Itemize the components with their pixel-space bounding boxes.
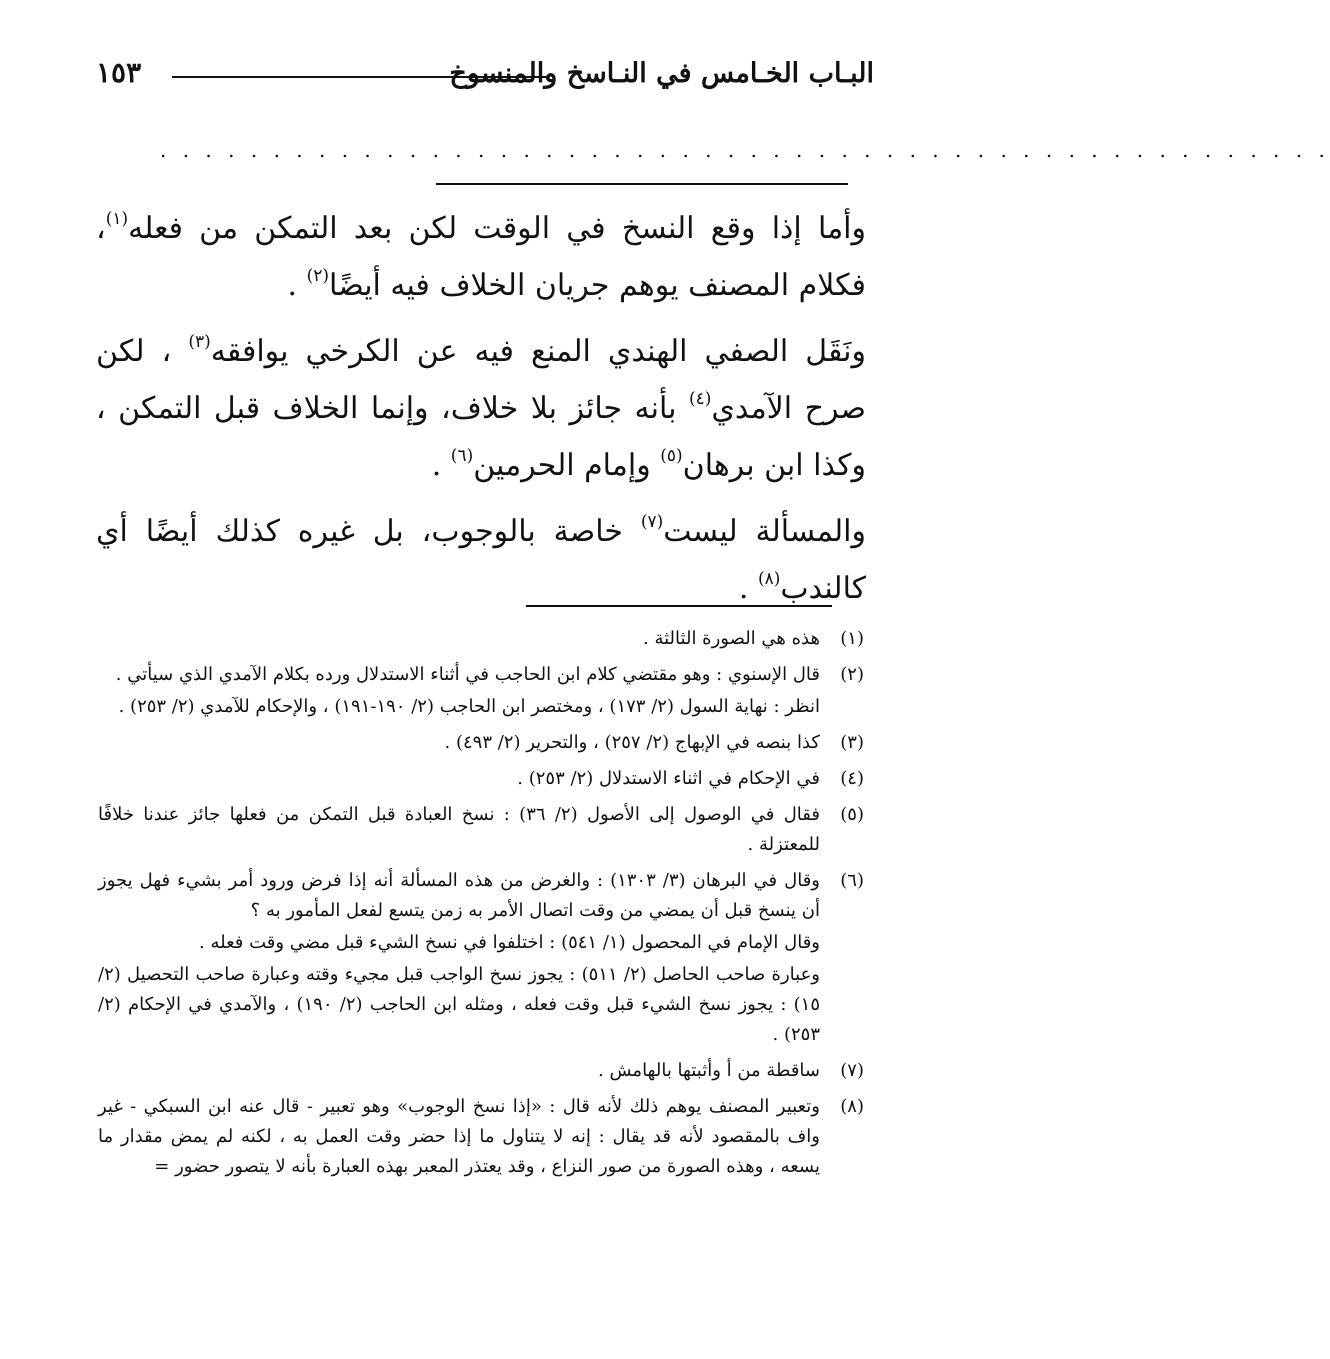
footnote-ref: (٣) (188, 332, 211, 352)
text-run: . (738, 571, 758, 606)
footnote-ref: (٤) (688, 389, 712, 409)
footnote-body (98, 1056, 820, 1088)
text-run: والمسألة ليست (663, 514, 866, 549)
footnote-6 (98, 866, 864, 1052)
footnote-body (98, 660, 820, 724)
footnote-separator (526, 605, 832, 607)
footnote-line: كذا بنصه في الإبهاج (٢/ ٢٥٧) ، والتحرير (٢/ ٤٩٣) . (444, 732, 820, 753)
ellipsis-dots: . . . . . . . . . . . . . . . . . . . . . . . . . . . . . . . . . . . . . . . . . . . . . . . . . . . . (160, 138, 1330, 162)
footnote-body (98, 866, 820, 1052)
footnote-line: قال الإسنوي : وهو مقتضي كلام ابن الحاجب في أثناء الاستدلال ورده بكلام الآمدي الذي سيأتي . (115, 664, 820, 685)
footnote-number: (٤) (840, 768, 864, 789)
footnote-number: (٧) (840, 1060, 864, 1081)
text-run: وإمام الحرمين (473, 448, 661, 483)
section-rule (436, 183, 848, 185)
text-run: ، لكن صرح الآمدي (96, 334, 866, 426)
footnote-body (98, 728, 820, 760)
footnote-number: (٢) (840, 664, 864, 685)
footnote-2 (98, 660, 864, 724)
footnote-4 (98, 764, 864, 796)
footnote-number: (٣) (840, 732, 864, 753)
footnote-number: (١) (840, 628, 864, 649)
header-rule (172, 76, 548, 78)
footnote-5 (98, 800, 864, 862)
footnote-line: وقال في البرهان (٣/ ١٣٠٣) : والغرض من هذه المسألة أنه إذا فرض ورود أمر بشيء فهل يجوز أن ينسخ قبل أن يمضي من وقت اتصال الأمر به زمن يتسع لفعل المأمور به ؟ (98, 870, 820, 921)
text-run: . (431, 448, 451, 483)
footnote-ref: (٢) (306, 266, 330, 286)
footnote-ref: (١) (105, 209, 129, 229)
footnotes (98, 624, 864, 1188)
text-run: خاصة بالوجوب، بل غيره كذلك أيضًا أي كالندب (96, 514, 866, 606)
footnote-body (98, 764, 820, 796)
footnote-8 (98, 1092, 864, 1184)
footnote-7 (98, 1056, 864, 1088)
footnote-ref: (٥) (660, 446, 683, 466)
footnote-1 (98, 624, 864, 656)
text-run: . (287, 268, 307, 303)
footnote-line: وتعبير المصنف يوهم ذلك لأنه قال : «إذا نسخ الوجوب» وهو تعبير - قال عنه ابن السبكي - غير واف بالمقصود لأنه قد يقال : إنه لا يتناول ما إذا حضر وقت العمل به ، لكنه لم يمض مقدار ما يسعه ، وهذه الصورة من صور النزاع ، وقد يعتذر المعبر بهذه العبارة بأنه لا يتصور حضور = (98, 1096, 820, 1177)
footnote-number: (٥) (840, 804, 864, 825)
text-run: ونَقَل الصفي الهندي المنع فيه عن الكرخي يوافقه (210, 334, 866, 369)
footnote-line: هذه هي الصورة الثالثة . (643, 628, 820, 649)
footnote-number: (٨) (840, 1096, 864, 1117)
main-paragraph-3 (96, 503, 866, 617)
text-run: وأما إذا وقع النسخ في الوقت لكن بعد التمكن من فعله (128, 211, 866, 246)
footnote-ref: (٨) (757, 569, 781, 589)
footnote-body (98, 1092, 820, 1184)
footnote-ref: (٦) (450, 446, 474, 466)
main-text (96, 200, 866, 626)
main-paragraph-2 (96, 323, 866, 494)
footnote-3 (98, 728, 864, 760)
footnote-line: في الإحكام في اثناء الاستدلال (٢/ ٢٥٣) . (517, 768, 820, 789)
footnote-line: وعبارة صاحب الحاصل (٢/ ٥١١) : يجوز نسخ الواجب قبل مجيء وقته وعبارة صاحب التحصيل (٢/ ١٥) : يجوز نسخ الشيء قبل وقت فعله ، ومثله ابن الحاجب (٢/ ١٩٠) ، والآمدي في الإحكام (٢/ ٢٥٣) . (98, 964, 821, 1045)
footnote-line: ساقطة من أ وأثبتها بالهامش . (598, 1060, 820, 1081)
running-header-title: البـاب الخـامس في النـاسخ والمنسوخ (449, 58, 874, 89)
footnote-line: فقال في الوصول إلى الأصول (٢/ ٣٦) : نسخ العبادة قبل التمكن من فعلها جائز عندنا خلافًا للمعتزلة . (98, 804, 820, 855)
footnote-ref: (٧) (640, 512, 664, 532)
page-number: ١٥٣ (96, 56, 142, 89)
footnote-body (98, 624, 820, 656)
footnote-line: وقال الإمام في المحصول (١/ ٥٤١) : اختلفوا في نسخ الشيء قبل مضي وقت فعله . (199, 932, 820, 953)
text-run: ، فكلام المصنف يوهم جريان الخلاف فيه أيضًا (96, 211, 866, 303)
footnote-body (98, 800, 820, 862)
main-paragraph-1 (96, 200, 866, 314)
footnote-line: انظر : نهاية السول (٢/ ١٧٣) ، ومختصر ابن الحاجب (٢/ ١٩٠-١٩١) ، والإحكام للآمدي (٢/ ٢٥٣) . (118, 696, 820, 717)
text-run: بأنه جائز بلا خلاف، وإنما الخلاف قبل التمكن ، وكذا ابن برهان (96, 391, 866, 483)
footnote-number: (٦) (840, 870, 864, 891)
